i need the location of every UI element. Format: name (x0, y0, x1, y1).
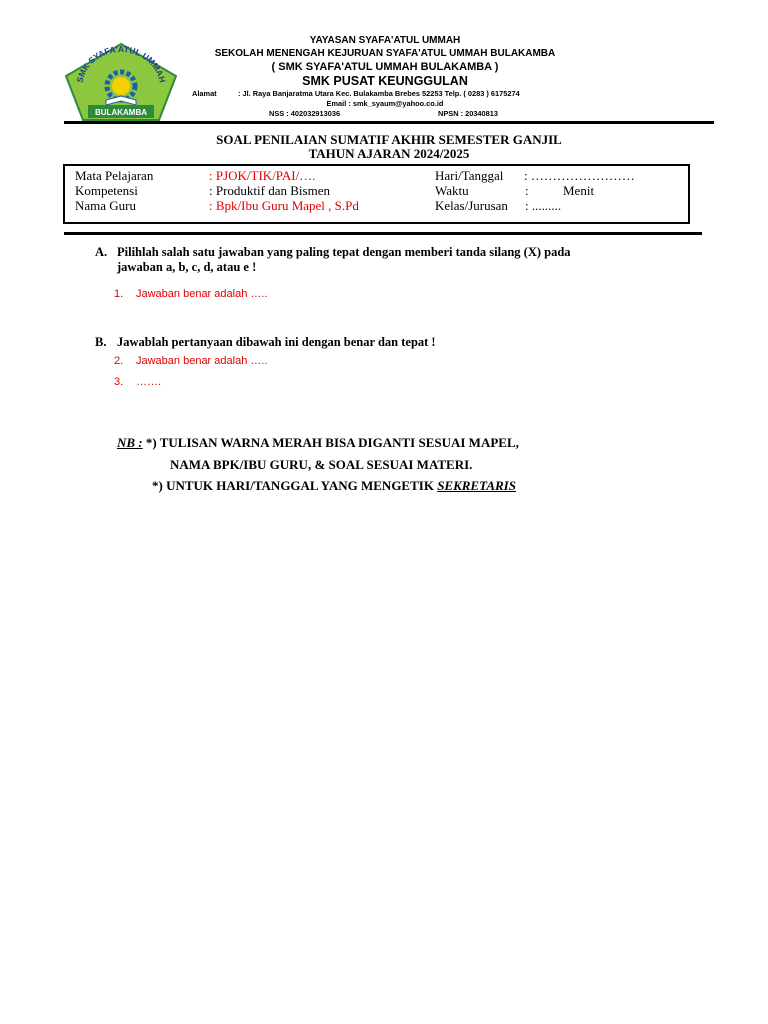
list-item (114, 376, 161, 388)
note-emphasis: SEKRETARIS (437, 478, 516, 493)
competency-label: Kompetensi (75, 183, 138, 198)
question-text: ……. (136, 376, 162, 388)
section-a-instruction (95, 245, 685, 260)
school-short-name: ( SMK SYAFA'ATUL UMMAH BULAKAMBA ) (271, 61, 499, 73)
school-name: SEKOLAH MENENGAH KEJURUAN SYAFA'ATUL UMMAH BULAKAMBA (214, 48, 556, 59)
section-a-line2: jawaban a, b, c, d, atau e ! (117, 260, 257, 274)
teacher-label: Nama Guru (75, 198, 137, 213)
school-logo (62, 42, 180, 122)
subject-label: Mata Pelajaran (75, 168, 154, 183)
address-label: Alamat (192, 89, 217, 98)
class-label: Kelas/Jurusan (435, 198, 508, 213)
list-item (114, 355, 267, 367)
note-text-3: *) UNTUK HARI/TANGGAL YANG MENGETIK (152, 478, 438, 493)
school-address (192, 89, 520, 98)
class-value: : ......... (525, 198, 562, 213)
section-b-letter: B. (95, 335, 107, 349)
school-nss: NSS : 402032913036 (269, 109, 341, 118)
school-npsn: NPSN : 20340813 (438, 109, 498, 118)
note-label: NB : (117, 435, 143, 450)
question-number: 3. (114, 376, 124, 388)
logo-banner-text: BULAKAMBA (95, 108, 147, 117)
time-value: Menit (563, 183, 595, 198)
section-a-letter: A. (95, 245, 108, 259)
exam-title: SOAL PENILAIAN SUMATIF AKHIR SEMESTER GANJIL (216, 132, 562, 147)
question-text: Jawaban benar adalah ….. (136, 288, 268, 300)
competency-value: : Produktif dan Bismen (209, 183, 330, 198)
list-item (114, 288, 267, 300)
question-number: 1. (114, 288, 124, 300)
time-colon: : (525, 183, 529, 198)
date-value: : …………………… (524, 168, 635, 183)
question-text: Jawaban benar adalah ….. (136, 355, 268, 367)
letterhead-divider (64, 121, 714, 124)
subject-value: : PJOK/TIK/PAI/…. (209, 168, 316, 183)
question-number: 2. (114, 355, 124, 367)
info-box-divider (64, 232, 702, 235)
address-text: : Jl. Raya Banjaratma Utara Kec. Bulakamba Brebes 52253 Telp. ( 0283 ) 6175274 (238, 89, 520, 98)
logo-arc-text: SMK SYAFA'ATUL UMMAH (74, 43, 168, 84)
section-b-line1: Jawablah pertanyaan dibawah ini dengan benar dan tepat ! (117, 335, 436, 349)
note-line-1 (117, 435, 519, 451)
school-email: Email : smk_syaum@yahoo.co.id (326, 99, 444, 108)
note-line-3 (152, 478, 516, 494)
note-line-2: NAMA BPK/IBU GURU, & SOAL SESUAI MATERI. (170, 457, 473, 472)
date-label: Hari/Tanggal (435, 168, 504, 183)
note-text-1: *) TULISAN WARNA MERAH BISA DIGANTI SESUAI MAPEL, (142, 435, 519, 450)
teacher-value: : Bpk/Ibu Guru Mapel , S.Pd (209, 198, 359, 213)
school-tagline: SMK PUSAT KEUNGGULAN (302, 74, 468, 88)
section-a-line1: Pilihlah salah satu jawaban yang paling tepat dengan memberi tanda silang (X) pada (117, 245, 571, 259)
exam-year: TAHUN AJARAN 2024/2025 (308, 146, 470, 161)
time-label: Waktu (435, 183, 469, 198)
section-b-instruction (95, 335, 436, 350)
foundation-name: YAYASAN SYAFA'ATUL UMMAH (309, 35, 461, 46)
